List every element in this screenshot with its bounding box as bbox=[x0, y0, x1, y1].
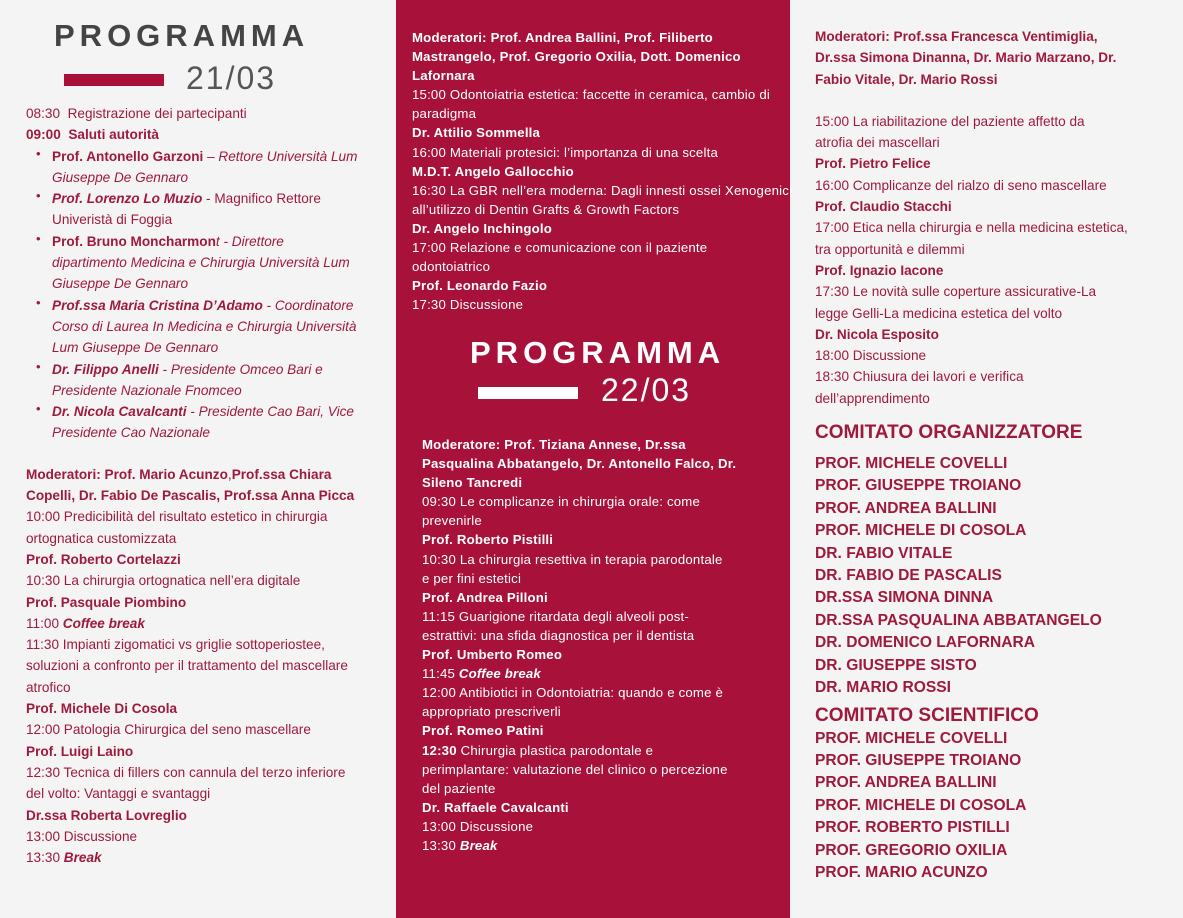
text-run: perimplantare: valutazione del clinico o percezione bbox=[422, 761, 728, 777]
programme-line bbox=[52, 380, 394, 401]
text-run: Prof. Leonardo Fazio bbox=[412, 278, 548, 294]
programme-line bbox=[52, 316, 394, 337]
committee-member: PROF. GIUSEPPE TROIANO bbox=[815, 751, 1022, 769]
text-run: Dr.ssa Roberta Lovreglio bbox=[26, 807, 187, 823]
committee-member: PROF. MICHELE DI COSOLA bbox=[815, 796, 1027, 814]
text-run: Moderatori: Prof. Mario Acunzo bbox=[26, 466, 228, 482]
day1-morning-session bbox=[26, 464, 394, 869]
text-run: dell’apprendimento bbox=[815, 390, 930, 406]
text-run: - Presidente Cao Bari, Vice bbox=[186, 404, 354, 420]
programme-line bbox=[26, 826, 394, 847]
text-run: Prof. Roberto Pistilli bbox=[422, 532, 554, 548]
committee-member: PROF. ROBERTO PISTILLI bbox=[815, 819, 1010, 837]
text-run: 17:30 Discussione bbox=[412, 297, 524, 313]
committee-member: PROF. MICHELE DI COSOLA bbox=[815, 522, 1027, 540]
text-run: Prof. Claudio Stacchi bbox=[815, 199, 952, 215]
text-run: Prof.ssa Maria Cristina D’Adamo bbox=[52, 297, 263, 313]
programme-line bbox=[412, 162, 790, 181]
programme-line bbox=[52, 337, 394, 358]
programme-line bbox=[412, 295, 790, 314]
programme-line bbox=[52, 209, 394, 230]
committee-member: PROF. ANDREA BALLINI bbox=[815, 774, 997, 792]
committee-member: DR. FABIO VITALE bbox=[815, 544, 953, 562]
programme-line bbox=[815, 26, 1183, 47]
comitato-scientifico-list bbox=[815, 728, 1183, 885]
programma-bar-day1 bbox=[64, 74, 164, 86]
text-run: Prof. Pietro Felice bbox=[815, 156, 931, 172]
programme-line bbox=[815, 345, 1183, 366]
text-run: 11:00 bbox=[26, 615, 63, 631]
text-run: 13:30 bbox=[422, 837, 460, 853]
committee-member: PROF. GIUSEPPE TROIANO bbox=[815, 477, 1022, 495]
text-run: 13:00 Discussione bbox=[26, 828, 138, 844]
programme-line bbox=[26, 783, 394, 804]
text-run: Prof. Antonello Garzoni bbox=[52, 148, 204, 164]
text-run: Prof. Bruno Moncharmon bbox=[52, 233, 216, 249]
committee-member: DR. GIUSEPPE SISTO bbox=[815, 656, 977, 674]
text-run: 13:00 Discussione bbox=[422, 818, 534, 834]
text-run: 18:30 Chiusura dei lavori e verifica bbox=[815, 369, 1024, 385]
text-run: legge Gelli-La medicina estetica del volto bbox=[815, 305, 1063, 321]
text-run: Dr. Attilio Sommella bbox=[412, 125, 541, 141]
programme-line bbox=[52, 167, 394, 188]
programme-line bbox=[815, 69, 1183, 90]
text-run: Chirurgia plastica parodontale e bbox=[456, 742, 654, 758]
text-run: – bbox=[203, 148, 219, 164]
authorities-list bbox=[26, 146, 394, 444]
text-run: M.D.T. Angelo Gallocchio bbox=[412, 163, 574, 179]
programme-line bbox=[412, 238, 790, 257]
text-run: Prof. Lorenzo Lo Muzio bbox=[52, 191, 203, 207]
text-run: Dr. Nicola Cavalcanti bbox=[52, 404, 187, 420]
programme-line bbox=[422, 779, 736, 798]
programme-line bbox=[422, 569, 736, 588]
committee-member: DR. MARIO ROSSI bbox=[815, 679, 952, 697]
comitato-organizzatore-list bbox=[815, 453, 1183, 699]
programme-line bbox=[815, 132, 1183, 153]
committee-member: PROF. MARIO ACUNZO bbox=[815, 863, 988, 881]
text-run: Break bbox=[459, 837, 498, 853]
committee-member: DR. DOMENICO LAFORNARA bbox=[815, 634, 1036, 652]
authority-item bbox=[26, 401, 394, 444]
committee-member: DR. FABIO DE PASCALIS bbox=[815, 567, 1002, 585]
programme-line bbox=[422, 760, 736, 779]
text-run: 17:30 Le novità sulle coperture assicurative-La bbox=[815, 284, 1097, 300]
committee-member: DR.SSA SIMONA DINNA bbox=[815, 589, 994, 607]
text-run: Lum Giuseppe De Gennaro bbox=[52, 340, 219, 356]
programme-line bbox=[422, 435, 736, 454]
text-run: ortognatica customizzata bbox=[26, 530, 177, 546]
text-run: Dr. Filippo Anelli bbox=[52, 361, 159, 377]
programme-line bbox=[26, 634, 394, 655]
text-run: 11:15 Guarigione ritardata degli alveoli post- bbox=[422, 608, 689, 624]
text-run: Sileno Tancredi bbox=[422, 475, 523, 491]
programme-line bbox=[52, 422, 394, 443]
programme-line bbox=[422, 798, 736, 817]
text-run: estrattivi: una sfida diagnostica per il dentista bbox=[422, 627, 695, 643]
text-run: Coffee break bbox=[62, 615, 145, 631]
text-run: 15:00 La riabilitazione del paziente affetto da bbox=[815, 113, 1085, 129]
text-run: Dr. Raffaele Cavalcanti bbox=[422, 799, 569, 815]
text-run: - Presidente Omceo Bari e bbox=[158, 361, 323, 377]
text-run: 10:30 La chirurgia resettiva in terapia parodontale bbox=[422, 551, 723, 567]
programme-line bbox=[26, 592, 394, 613]
programme-line bbox=[52, 401, 394, 422]
text-run: Presidente Nazionale Fnomceo bbox=[52, 382, 242, 398]
programme-line bbox=[26, 506, 394, 527]
text-run: Prof. Roberto Cortelazzi bbox=[26, 551, 181, 567]
programme-line bbox=[52, 295, 394, 316]
text-run: 10:00 Predicibilità del risultato estetico in chirurgia bbox=[26, 509, 328, 525]
programme-line bbox=[815, 196, 1183, 217]
programme-line bbox=[815, 239, 1183, 260]
text-run: Giuseppe De Gennaro bbox=[52, 169, 189, 185]
text-run: all’utilizzo di Dentin Grafts & Growth Factors bbox=[412, 201, 680, 217]
text-run: Fabio Vitale, Dr. Mario Rossi bbox=[815, 71, 998, 87]
text-run: Lafornara bbox=[412, 68, 475, 84]
programma-date-day1: 21/03 bbox=[186, 60, 277, 96]
text-run: Prof. Luigi Laino bbox=[26, 743, 134, 759]
text-run: Prof. Michele Di Cosola bbox=[26, 701, 178, 717]
text-run: 11:30 Impianti zigomatici vs griglie sottoperiostee, bbox=[26, 637, 325, 653]
programme-line bbox=[26, 741, 394, 762]
text-run: e per fini estetici bbox=[422, 570, 522, 586]
text-run: 11:45 bbox=[422, 666, 459, 682]
programme-line bbox=[412, 66, 790, 85]
opening-line-registration: 08:30 Registrazione dei partecipanti bbox=[26, 106, 247, 121]
programme-line bbox=[26, 762, 394, 783]
text-run: Copelli, Dr. Fabio De Pascalis, Prof.ssa Anna Picca bbox=[26, 488, 355, 504]
text-run: - Magnifico Rettore bbox=[202, 191, 321, 207]
programme-line bbox=[422, 588, 736, 607]
authority-item bbox=[26, 295, 394, 359]
programma-title-day1: PROGRAMMA bbox=[54, 18, 310, 53]
programma-title-day2: PROGRAMMA bbox=[470, 335, 726, 370]
text-run: Giuseppe De Gennaro bbox=[52, 276, 189, 292]
text-run: tra opportunità e dilemmi bbox=[815, 241, 965, 257]
authority-item bbox=[26, 359, 394, 402]
programme-line bbox=[52, 273, 394, 294]
programme-line bbox=[26, 549, 394, 570]
text-run: Prof. Pasquale Piombino bbox=[26, 594, 187, 610]
text-run: Presidente Cao Nazionale bbox=[52, 425, 210, 441]
programme-line bbox=[815, 153, 1183, 174]
programme-line bbox=[422, 817, 736, 836]
programme-line bbox=[815, 324, 1183, 345]
text-run: Dr. Nicola Esposito bbox=[815, 326, 939, 342]
programme-line bbox=[26, 805, 394, 826]
programme-line bbox=[26, 570, 394, 591]
text-run: Prof. Romeo Patini bbox=[422, 723, 544, 739]
programme-line bbox=[422, 645, 736, 664]
programme-line bbox=[412, 47, 790, 66]
programme-line bbox=[422, 530, 736, 549]
text-run: Dr. Angelo Inchingolo bbox=[412, 220, 552, 236]
text-run: 16:00 Materiali protesici: l’importanza di una scelta bbox=[412, 144, 718, 160]
programme-line bbox=[412, 181, 793, 200]
text-run: 17:00 Relazione e comunicazione con il paziente bbox=[412, 240, 708, 256]
committee-member: PROF. MICHELE COVELLI bbox=[815, 455, 1008, 473]
text-run: del volto: Vantaggi e svantaggi bbox=[26, 786, 211, 802]
text-run: Rettore Università Lum bbox=[218, 148, 358, 164]
programme-line bbox=[412, 219, 790, 238]
text-run: Moderatori: Prof. Andrea Ballini, Prof. Filiberto bbox=[412, 30, 713, 45]
committee-member: PROF. ANDREA BALLINI bbox=[815, 499, 997, 517]
text-run: Break bbox=[63, 850, 102, 866]
programme-line bbox=[412, 200, 790, 219]
text-run: 16:30 La GBR nell’era moderna: Dagli innesti ossei Xenogenici bbox=[412, 182, 793, 198]
programme-line bbox=[26, 847, 394, 868]
text-run: del paziente bbox=[422, 780, 496, 796]
day2-morning-session bbox=[422, 435, 736, 855]
text-run: atrofia dei mascellari bbox=[815, 135, 940, 151]
text-run: 18:00 Discussione bbox=[815, 348, 927, 364]
text-run: 12:30 bbox=[422, 742, 457, 758]
programme-line bbox=[815, 260, 1183, 281]
programme-line bbox=[52, 231, 394, 252]
programme-line bbox=[422, 741, 736, 760]
text-run: Pasqualina Abbatangelo, Dr. Antonello Falco, Dr. bbox=[422, 456, 737, 472]
text-run: Prof. Ignazio Iacone bbox=[815, 262, 944, 278]
text-run: 16:00 Complicanze del rialzo di seno mascellare bbox=[815, 177, 1107, 193]
comitato-organizzatore-title: COMITATO ORGANIZZATORE bbox=[815, 422, 1083, 444]
text-run: soluzioni a confronto per il trattamento del mascellare bbox=[26, 658, 348, 674]
programme-line bbox=[815, 388, 1183, 409]
programma-bar-day2 bbox=[478, 387, 578, 399]
authority-item bbox=[26, 188, 394, 231]
programme-line bbox=[422, 664, 736, 683]
programme-line bbox=[412, 123, 790, 142]
programme-line bbox=[412, 28, 790, 47]
programme-line bbox=[422, 721, 736, 740]
committee-member: PROF. GREGORIO OXILIA bbox=[815, 841, 1008, 859]
text-run: 10:30 La chirurgia ortognatica nell’era digitale bbox=[26, 573, 301, 589]
committee-member: PROF. MICHELE COVELLI bbox=[815, 729, 1008, 747]
text-run: atrofico bbox=[26, 679, 71, 695]
programme-line bbox=[422, 702, 736, 721]
programme-line bbox=[26, 698, 394, 719]
text-run: Prof. Umberto Romeo bbox=[422, 647, 563, 663]
text-run: 15:00 Odontoiatria estetica: faccette in ceramica, cambio di bbox=[412, 87, 770, 103]
programme-line bbox=[26, 485, 394, 506]
column-day1-morning bbox=[0, 0, 396, 918]
text-run: t - Direttore bbox=[215, 233, 284, 249]
programme-line bbox=[422, 683, 736, 702]
text-run: Dr.ssa Simona Dinanna, Dr. Mario Marzano, Dr. bbox=[815, 50, 1117, 66]
text-run: 12:00 Antibiotici in Odontoiatria: quando e come è bbox=[422, 685, 724, 701]
programme-line bbox=[412, 257, 790, 276]
text-run: prevenirle bbox=[422, 513, 482, 529]
programme-line bbox=[422, 473, 736, 492]
programme-line bbox=[422, 626, 736, 645]
programme-line bbox=[422, 492, 736, 511]
programme-line bbox=[815, 111, 1183, 132]
programme-line bbox=[26, 528, 394, 549]
programme-line bbox=[52, 188, 394, 209]
programme-line bbox=[422, 550, 736, 569]
text-run: 09:30 Le complicanze in chirurgia orale: come bbox=[422, 494, 701, 510]
text-run: Prof.ssa Chiara bbox=[231, 466, 332, 482]
programme-line bbox=[815, 217, 1183, 238]
text-run: appropriato prescriverli bbox=[422, 704, 561, 720]
text-run: dipartimento Medicina e Chirurgia Università Lum bbox=[52, 255, 350, 271]
programme-line bbox=[815, 175, 1183, 196]
programma-date-day2: 22/03 bbox=[601, 372, 692, 408]
text-run: 12:30 Tecnica di fillers con cannula del terzo inferiore bbox=[26, 764, 346, 780]
text-run: 13:30 bbox=[26, 850, 64, 866]
programme-line bbox=[815, 281, 1183, 302]
text-run: Coffee break bbox=[458, 666, 541, 682]
authority-item bbox=[26, 231, 394, 295]
programme-line bbox=[815, 303, 1183, 324]
programme-line bbox=[412, 276, 790, 295]
text-run: odontoiatrico bbox=[412, 259, 491, 275]
committee-member: DR.SSA PASQUALINA ABBATANGELO bbox=[815, 611, 1102, 629]
programme-line bbox=[412, 85, 790, 104]
programme-line bbox=[26, 677, 394, 698]
column-day1-afternoon-day2 bbox=[396, 0, 793, 918]
opening-line-greetings: 09:00 Saluti autorità bbox=[26, 127, 159, 143]
text-run: 17:00 Etica nella chirurgia e nella medicina estetica, bbox=[815, 220, 1128, 236]
text-run: Univeristà di Foggia bbox=[52, 212, 173, 228]
programme-line bbox=[52, 146, 394, 167]
text-run: Corso di Laurea In Medicina e Chirurgia Università bbox=[52, 318, 357, 334]
programme-line bbox=[422, 607, 736, 626]
day1-afternoon-session bbox=[412, 28, 793, 314]
text-run: Moderatore: Prof. Tiziana Annese, Dr.ssa bbox=[422, 437, 686, 452]
text-run: Moderatori: Prof.ssa Francesca Ventimiglia, bbox=[815, 29, 1098, 44]
programme-line bbox=[26, 613, 394, 634]
text-run: 12:00 Patologia Chirurgica del seno mascellare bbox=[26, 722, 311, 738]
text-run: - Coordinatore bbox=[262, 297, 354, 313]
authority-item bbox=[26, 146, 394, 189]
programme-line bbox=[26, 464, 394, 485]
text-run: paradigma bbox=[412, 106, 477, 122]
column-day2-afternoon bbox=[790, 0, 1183, 918]
day2-afternoon-moderators bbox=[815, 26, 1183, 90]
programme-line bbox=[412, 143, 790, 162]
programme-line bbox=[52, 359, 394, 380]
programme-line bbox=[815, 47, 1183, 68]
programme-line bbox=[422, 836, 736, 855]
programme-line bbox=[412, 104, 790, 123]
comitato-scientifico-title: COMITATO SCIENTIFICO bbox=[815, 704, 1039, 726]
programme-line bbox=[422, 454, 736, 473]
text-run: , bbox=[227, 466, 232, 482]
day2-afternoon-session bbox=[815, 111, 1183, 409]
programme-line bbox=[422, 511, 736, 530]
programme-line bbox=[26, 655, 394, 676]
programme-line bbox=[26, 719, 394, 740]
programme-line bbox=[815, 366, 1183, 387]
programme-line bbox=[52, 252, 394, 273]
text-run: Mastrangelo, Prof. Gregorio Oxilia, Dott. Domenico bbox=[412, 49, 741, 65]
text-run: Prof. Andrea Pilloni bbox=[422, 589, 548, 605]
